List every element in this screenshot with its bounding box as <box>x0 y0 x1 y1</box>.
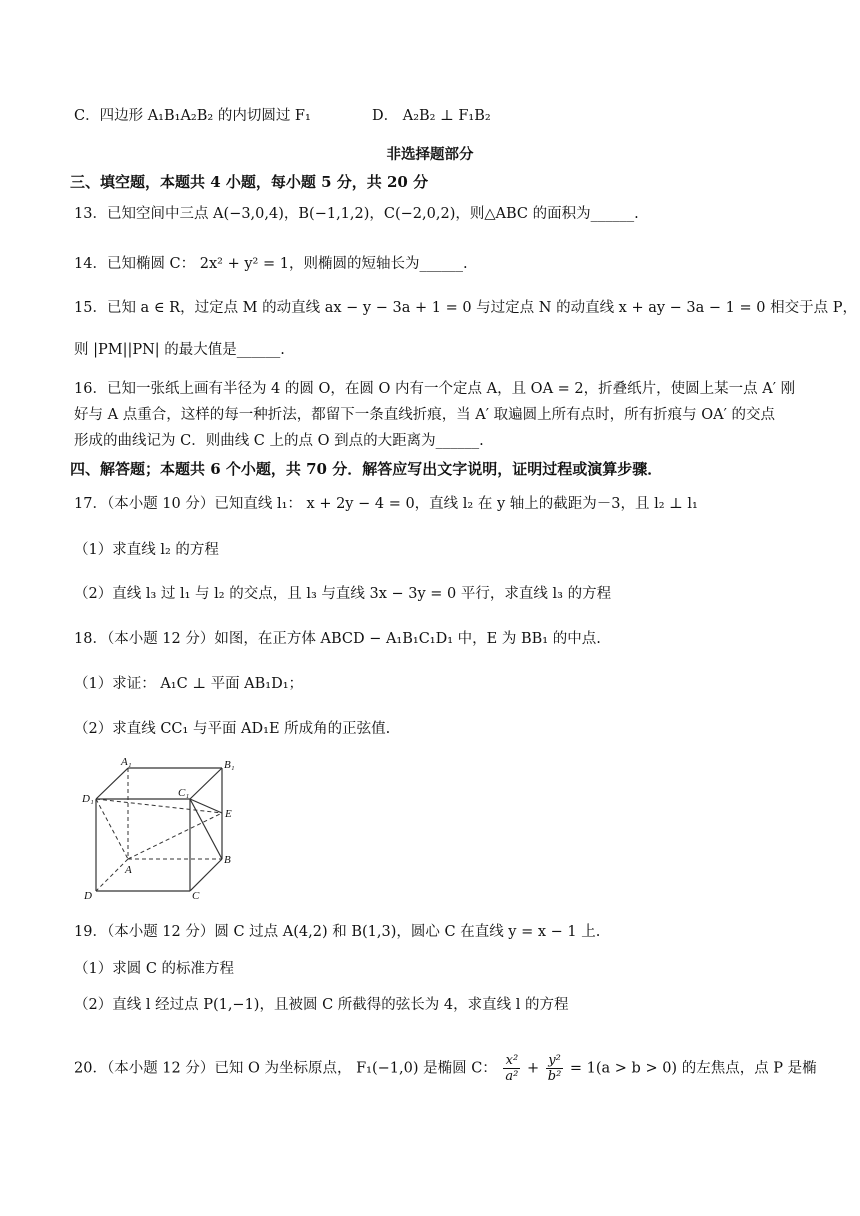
edge-b-c <box>190 859 222 891</box>
question-17: 17．（本小题 10 分）已知直线 l₁： x + 2y − 4 = 0，直线 l₂ 在 y 轴上的截距为－3，且 l₂ ⊥ l₁ <box>74 496 698 512</box>
question-19-part1: （1）求圆 C 的标准方程 <box>74 961 235 977</box>
fraction-x-numerator: x² <box>503 1053 520 1069</box>
fraction-y-over-b <box>546 1053 564 1084</box>
section-answer-heading: 四、解答题；本题共 6 个小题，共 70 分．解答应写出文字说明，证明过程或演算步骤． <box>70 460 663 478</box>
hidden-segment-d1-a <box>96 799 128 859</box>
option-d: D． A₂B₂ ⊥ F₁B₂ <box>372 108 491 124</box>
question-19-part2: （2）直线 l 经过点 P(1,−1)，且被圆 C 所截得的弦长为 4，求直线 l 的方程 <box>74 997 569 1013</box>
question-20-prefix: 20．（本小题 12 分）已知 O 为坐标原点， F₁(−1,0) 是椭圆 C： <box>74 1060 497 1077</box>
question-18-part1: （1）求证： A₁C ⊥ 平面 AB₁D₁； <box>74 676 304 692</box>
question-19: 19．（本小题 12 分）圆 C 过点 A(4,2) 和 B(1,3)，圆心 C 在直线 y = x − 1 上. <box>74 924 601 940</box>
label-a1: A₁ <box>121 756 132 768</box>
label-b1: B₁ <box>224 759 235 771</box>
question-16-line1: 16．已知一张纸上画有半径为 4 的圆 O，在圆 O 内有一个定点 A，且 OA = 2，折叠纸片，使圆上某一点 A′ 刚 <box>74 381 796 397</box>
label-a: A <box>125 864 132 876</box>
question-16-line2: 好与 A 点重合，这样的每一种折法，都留下一条直线折痕，当 A′ 取遍圆上所有点时，所有折痕与 OA′ 的交点 <box>74 407 776 423</box>
label-d: D <box>84 890 92 900</box>
fraction-b-denominator: b² <box>547 1069 562 1084</box>
question-16-line3: 形成的曲线记为 C．则曲线 C 上的点 O 到点的大距离为______. <box>74 433 484 449</box>
label-d1: D₁ <box>82 793 94 805</box>
segment-c1-e <box>190 799 222 813</box>
question-18-part2: （2）求直线 CC₁ 与平面 AD₁E 所成角的正弦值. <box>74 721 391 737</box>
cube-figure <box>78 755 248 900</box>
label-b: B <box>224 854 231 866</box>
question-18: 18．（本小题 12 分）如图，在正方体 ABCD − A₁B₁C₁D₁ 中，E 为 BB₁ 的中点. <box>74 631 601 647</box>
question-15-line2: 则 |PM||PN| 的最大值是______. <box>74 342 285 358</box>
question-20-suffix: = 1(a > b > 0) 的左焦点，点 P 是椭 <box>569 1060 817 1077</box>
question-20 <box>74 1053 817 1084</box>
segment-c1-b <box>190 799 222 859</box>
question-13: 13．已知空间中三点 A(−3,0,4)，B(−1,1,2)，C(−2,0,2)，则△ABC 的面积为______. <box>74 206 639 222</box>
question-14: 14．已知椭圆 C： 2x² + y² = 1，则椭圆的短轴长为______. <box>74 256 468 272</box>
fraction-x-over-a <box>503 1053 520 1084</box>
hidden-edge-a-d <box>96 859 128 891</box>
section-fill-blank-heading: 三、填空题，本题共 4 小题，每小题 5 分，共 20 分 <box>70 173 429 191</box>
label-c1: C₁ <box>178 787 190 799</box>
label-c: C <box>192 890 200 900</box>
edge-d1-a1 <box>96 768 128 799</box>
edge-b1-c1 <box>190 768 222 799</box>
fraction-y-numerator: y² <box>546 1053 564 1069</box>
question-17-part1: （1）求直线 l₂ 的方程 <box>74 542 219 558</box>
hidden-segment-a-e <box>128 813 222 859</box>
question-15-line1: 15．已知 a ∈ R，过定点 M 的动直线 ax − y − 3a + 1 = 0 与过定点 N 的动直线 x + ay − 3a − 1 = 0 相交于点 P， <box>74 300 857 316</box>
label-e: E <box>225 808 232 820</box>
section-nonchoice-title: 非选择题部分 <box>386 146 474 163</box>
question-17-part2: （2）直线 l₃ 过 l₁ 与 l₂ 的交点，且 l₃ 与直线 3x − 3y = 0 平行，求直线 l₃ 的方程 <box>74 586 612 602</box>
plus-sign: + <box>526 1060 540 1077</box>
option-c: C．四边形 A₁B₁A₂B₂ 的内切圆过 F₁ <box>74 108 311 124</box>
fraction-a-denominator: a² <box>505 1069 519 1084</box>
hidden-segment-d1-e <box>96 799 222 813</box>
